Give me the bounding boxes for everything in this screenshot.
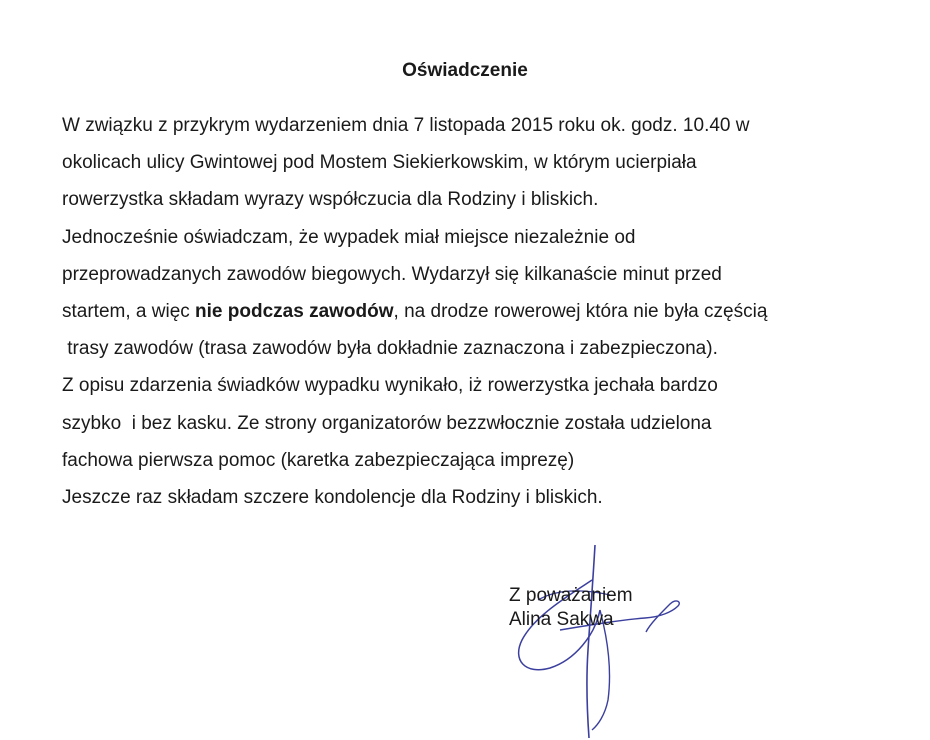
text-segment: startem, a więc bbox=[62, 301, 196, 323]
text-line bbox=[62, 479, 892, 516]
text-line bbox=[62, 181, 892, 218]
text-segment: W związku z przykrym wydarzeniem dnia 7 listopada 2015 roku ok. godz. 10.40 w bbox=[62, 115, 750, 136]
text-segment: okolicach ulicy Gwintowej pod Mostem Siekierkowskim, w którym ucierpiała bbox=[62, 152, 697, 174]
signatory-name: Alina Sakwa bbox=[509, 609, 614, 630]
text-line bbox=[62, 330, 892, 367]
handwritten-signature bbox=[500, 540, 690, 740]
text-line bbox=[62, 107, 892, 144]
closing-phrase: Z poważaniem bbox=[509, 585, 633, 606]
text-segment: trasy zawodów (trasa zawodów była dokładnie zaznaczona i zabezpieczona). bbox=[62, 338, 718, 360]
text-segment: Jeszcze raz składam szczere kondolencje dla Rodziny i bliskich. bbox=[62, 487, 603, 509]
emphasized-text: nie podczas zawodów bbox=[195, 301, 394, 323]
text-line bbox=[62, 293, 892, 330]
text-segment: przeprowadzanych zawodów biegowych. Wydarzył się kilkanaście minut przed bbox=[62, 263, 722, 285]
text-segment: fachowa pierwsza pomoc (karetka zabezpieczająca imprezę) bbox=[62, 449, 575, 471]
document-title: Oświadczenie bbox=[402, 60, 528, 81]
text-segment: rowerzystka składam wyrazy współczucia dla Rodziny i bliskich. bbox=[62, 189, 599, 211]
text-segment: Jednocześnie oświadczam, że wypadek miał miejsce niezależnie od bbox=[62, 226, 636, 248]
text-line bbox=[62, 144, 892, 181]
text-line bbox=[62, 256, 892, 293]
text-segment: Z opisu zdarzenia świadków wypadku wynikało, iż rowerzystka jechała bardzo bbox=[62, 375, 718, 397]
text-segment: szybko i bez kasku. Ze strony organizatorów bezzwłocznie została udzielona bbox=[62, 412, 712, 434]
text-line bbox=[62, 442, 892, 479]
text-line bbox=[62, 219, 892, 256]
document-body bbox=[62, 107, 892, 516]
closing-block bbox=[509, 584, 633, 632]
text-line bbox=[62, 405, 892, 442]
text-line bbox=[62, 367, 892, 404]
text-segment: , na drodze rowerowej która nie była częścią bbox=[393, 301, 768, 323]
